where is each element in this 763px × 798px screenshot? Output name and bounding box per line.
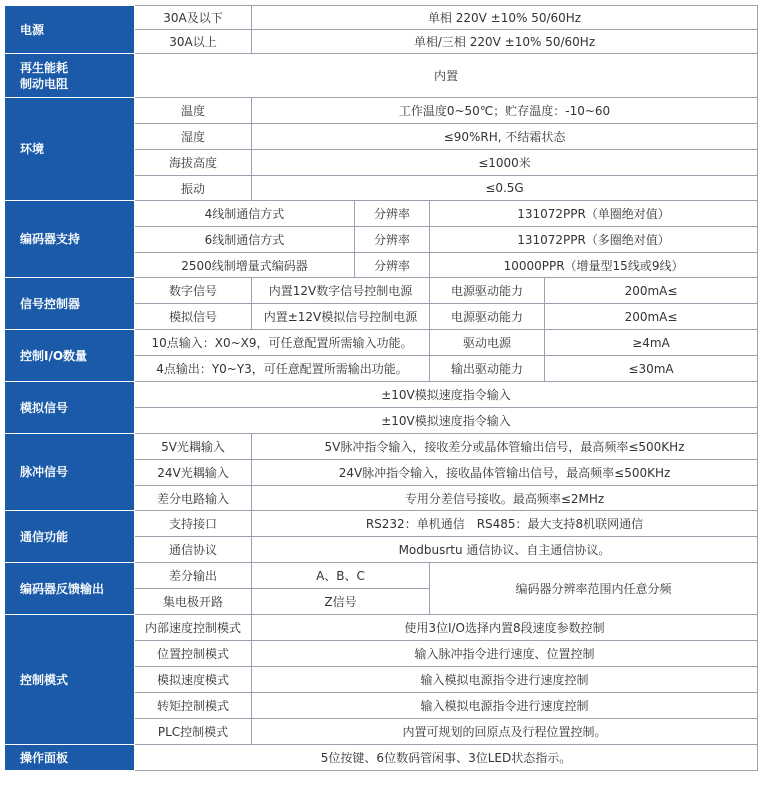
category-label: 控制模式 [6, 615, 135, 745]
spec-cell: 输入脉冲指令进行速度、位置控制 [252, 641, 758, 667]
spec-cell: Modbusrtu 通信协议、自主通信协议。 [252, 537, 758, 563]
spec-cell: 差分输出 [135, 563, 252, 589]
spec-cell: 2500线制增量式编码器 [135, 253, 355, 278]
category-label: 电源 [6, 6, 135, 54]
category-label: 编码器支持 [6, 201, 135, 278]
spec-cell: 内置 [135, 54, 758, 98]
spec-cell: 差分电路输入 [135, 486, 252, 511]
spec-cell: 分辨率 [355, 201, 430, 227]
spec-cell: 200mA≤ [545, 278, 758, 304]
spec-cell: 专用分差信号接收。最高频率≤2MHz [252, 486, 758, 511]
spec-cell: 通信协议 [135, 537, 252, 563]
spec-table [5, 5, 758, 771]
spec-cell: 单相 220V ±10% 50/60Hz [252, 6, 758, 30]
spec-cell: 6线制通信方式 [135, 227, 355, 253]
spec-cell: Z信号 [252, 589, 430, 615]
category-label: 脉冲信号 [6, 434, 135, 511]
category-label: 信号控制器 [6, 278, 135, 330]
spec-cell: 输入模拟电源指令进行速度控制 [252, 693, 758, 719]
spec-cell: 数字信号 [135, 278, 252, 304]
table-row [6, 201, 758, 227]
spec-cell: 编码器分辨率范围内任意分频 [430, 563, 758, 615]
spec-cell: ±10V模拟速度指令输入 [135, 408, 758, 434]
spec-cell: 输入模拟电源指令进行速度控制 [252, 667, 758, 693]
spec-cell: 24V脉冲指令输入，接收晶体管输出信号，最高频率≤500KHz [252, 460, 758, 486]
table-row [6, 511, 758, 537]
spec-cell: 支持接口 [135, 511, 252, 537]
spec-cell: 30A及以下 [135, 6, 252, 30]
spec-cell: ≥4mA [545, 330, 758, 356]
spec-cell: ≤1000米 [252, 150, 758, 176]
category-label: 环境 [6, 98, 135, 201]
spec-cell: 分辨率 [355, 253, 430, 278]
spec-cell: 24V光耦输入 [135, 460, 252, 486]
spec-cell: RS232：单机通信 RS485：最大支持8机联网通信 [252, 511, 758, 537]
table-row [6, 54, 758, 98]
spec-cell: 131072PPR（多圈绝对值） [430, 227, 758, 253]
table-row [6, 745, 758, 771]
spec-cell: 位置控制模式 [135, 641, 252, 667]
spec-cell: 200mA≤ [545, 304, 758, 330]
spec-cell: PLC控制模式 [135, 719, 252, 745]
table-row [6, 278, 758, 304]
spec-cell: 内置12V数字信号控制电源 [252, 278, 430, 304]
spec-cell: 湿度 [135, 124, 252, 150]
spec-cell: 30A以上 [135, 30, 252, 54]
spec-cell: ≤90%RH, 不结霜状态 [252, 124, 758, 150]
spec-cell: 内置±12V模拟信号控制电源 [252, 304, 430, 330]
spec-cell: 电源驱动能力 [430, 278, 545, 304]
category-label: 控制I/O数量 [6, 330, 135, 382]
spec-cell: ≤0.5G [252, 176, 758, 201]
spec-table-body [6, 6, 758, 771]
spec-cell: 5V脉冲指令输入，接收差分或晶体管输出信号，最高频率≤500KHz [252, 434, 758, 460]
category-label: 操作面板 [6, 745, 135, 771]
table-row [6, 615, 758, 641]
category-label: 编码器反馈输出 [6, 563, 135, 615]
spec-cell: 模拟速度模式 [135, 667, 252, 693]
spec-cell: 5位按键、6位数码管闲事、3位LED状态指示。 [135, 745, 758, 771]
spec-cell: 海拔高度 [135, 150, 252, 176]
spec-cell: 10点输入：X0~X9，可任意配置所需输入功能。 [135, 330, 430, 356]
table-row [6, 563, 758, 589]
table-row [6, 382, 758, 408]
spec-cell: 工作温度0~50℃；贮存温度：-10~60 [252, 98, 758, 124]
spec-cell: 单相/三相 220V ±10% 50/60Hz [252, 30, 758, 54]
category-label: 再生能耗 制动电阻 [6, 54, 135, 98]
spec-cell: 4线制通信方式 [135, 201, 355, 227]
spec-cell: 模拟信号 [135, 304, 252, 330]
spec-cell: 集电极开路 [135, 589, 252, 615]
spec-cell: 使用3位I/O选择内置8段速度参数控制 [252, 615, 758, 641]
category-label: 通信功能 [6, 511, 135, 563]
table-row [6, 434, 758, 460]
spec-cell: 温度 [135, 98, 252, 124]
spec-cell: 电源驱动能力 [430, 304, 545, 330]
spec-cell: 驱动电源 [430, 330, 545, 356]
spec-cell: 振动 [135, 176, 252, 201]
spec-cell: 5V光耦输入 [135, 434, 252, 460]
table-row [6, 98, 758, 124]
spec-cell: 内部速度控制模式 [135, 615, 252, 641]
spec-cell: A、B、C [252, 563, 430, 589]
spec-cell: 分辨率 [355, 227, 430, 253]
spec-cell: 131072PPR（单圈绝对值） [430, 201, 758, 227]
table-row [6, 330, 758, 356]
spec-cell: 转矩控制模式 [135, 693, 252, 719]
spec-cell: 内置可规划的回原点及行程位置控制。 [252, 719, 758, 745]
spec-cell: 输出驱动能力 [430, 356, 545, 382]
spec-cell: ±10V模拟速度指令输入 [135, 382, 758, 408]
spec-cell: 10000PPR（增量型15线或9线） [430, 253, 758, 278]
table-row [6, 6, 758, 30]
category-label: 模拟信号 [6, 382, 135, 434]
spec-cell: ≤30mA [545, 356, 758, 382]
spec-cell: 4点输出：Y0~Y3，可任意配置所需输出功能。 [135, 356, 430, 382]
